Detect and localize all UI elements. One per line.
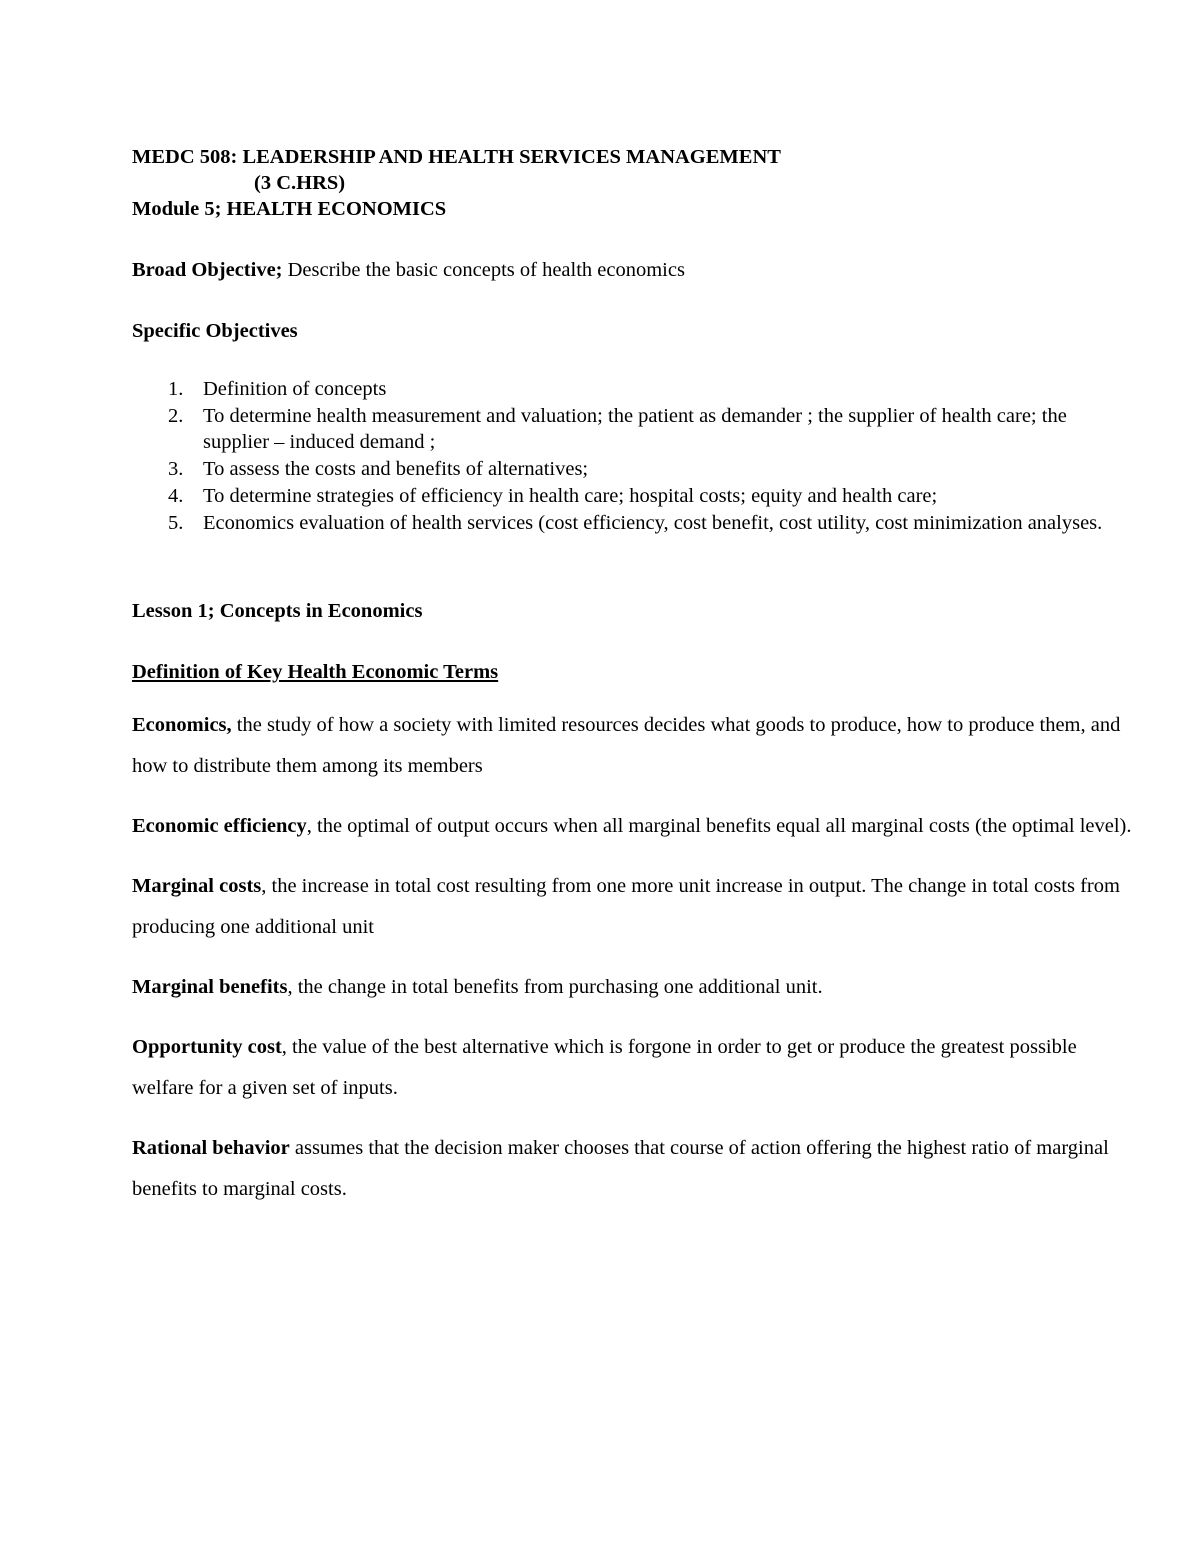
- list-item: [132, 510, 1132, 536]
- definition-term: Economics,: [132, 714, 232, 736]
- definition-marginal-costs: [132, 866, 1132, 948]
- definition-term: Marginal benefits: [132, 976, 288, 998]
- definition-opportunity-cost: [132, 1027, 1132, 1109]
- list-text: To determine strategies of efficiency in health care; hospital costs; equity and health care;: [203, 485, 938, 507]
- list-number: 2.: [168, 405, 184, 427]
- specific-objectives-heading: Specific Objectives: [132, 320, 298, 342]
- specific-objectives-list: [132, 376, 1132, 536]
- list-text: To determine health measurement and valuation; the patient as demander ; the supplier of health care; the supplier – induced demand ;: [203, 405, 1067, 453]
- list-text: Economics evaluation of health services (cost efficiency, cost benefit, cost utility, cost minimization analyses.: [203, 512, 1103, 534]
- module-title: Module 5; HEALTH ECONOMICS: [132, 198, 447, 220]
- list-text: Definition of concepts: [203, 378, 387, 400]
- definition-term: Rational behavior: [132, 1137, 290, 1159]
- definition-text: , the change in total benefits from purchasing one additional unit.: [287, 976, 823, 998]
- definition-text: , the value of the best alternative which is forgone in order to get or produce the greatest possible welfare for a given set of inputs.: [132, 1036, 1077, 1099]
- broad-objective-label: Broad Objective;: [132, 259, 283, 281]
- list-text: To assess the costs and benefits of alternatives;: [203, 458, 589, 480]
- definition-text: assumes that the decision maker chooses that course of action offering the highest ratio of marginal benefits to marginal costs.: [132, 1137, 1109, 1200]
- definition-text: , the increase in total cost resulting from one more unit increase in output. The change in total costs from producing one additional unit: [132, 875, 1120, 938]
- broad-objective: [132, 257, 1132, 283]
- definition-economics: [132, 705, 1132, 787]
- course-title: MEDC 508: LEADERSHIP AND HEALTH SERVICES MANAGEMENT: [132, 146, 781, 168]
- definition-marginal-benefits: [132, 967, 1132, 1008]
- list-item: [132, 456, 1132, 482]
- list-number: 1.: [168, 378, 184, 400]
- definition-text: , the optimal of output occurs when all marginal benefits equal all marginal costs (the optimal level).: [306, 815, 1132, 837]
- list-item: [132, 403, 1132, 455]
- lesson-heading: Lesson 1; Concepts in Economics: [132, 600, 423, 622]
- list-number: 5.: [168, 512, 184, 534]
- list-item: [132, 376, 1132, 402]
- definition-rational-behavior: [132, 1128, 1132, 1210]
- definition-term: Economic efficiency: [132, 815, 307, 837]
- list-number: 4.: [168, 485, 184, 507]
- definitions-heading: Definition of Key Health Economic Terms: [132, 661, 499, 683]
- list-item: [132, 483, 1132, 509]
- credit-hours: (3 C.HRS): [254, 172, 346, 194]
- definition-term: Opportunity cost: [132, 1036, 282, 1058]
- broad-objective-text: Describe the basic concepts of health economics: [282, 259, 685, 281]
- definition-economic-efficiency: [132, 806, 1132, 847]
- list-number: 3.: [168, 458, 184, 480]
- definition-term: Marginal costs: [132, 875, 262, 897]
- definition-text: the study of how a society with limited resources decides what goods to produce, how to produce them, and how to distribute them among its members: [132, 714, 1121, 777]
- document-page: [132, 144, 1132, 1210]
